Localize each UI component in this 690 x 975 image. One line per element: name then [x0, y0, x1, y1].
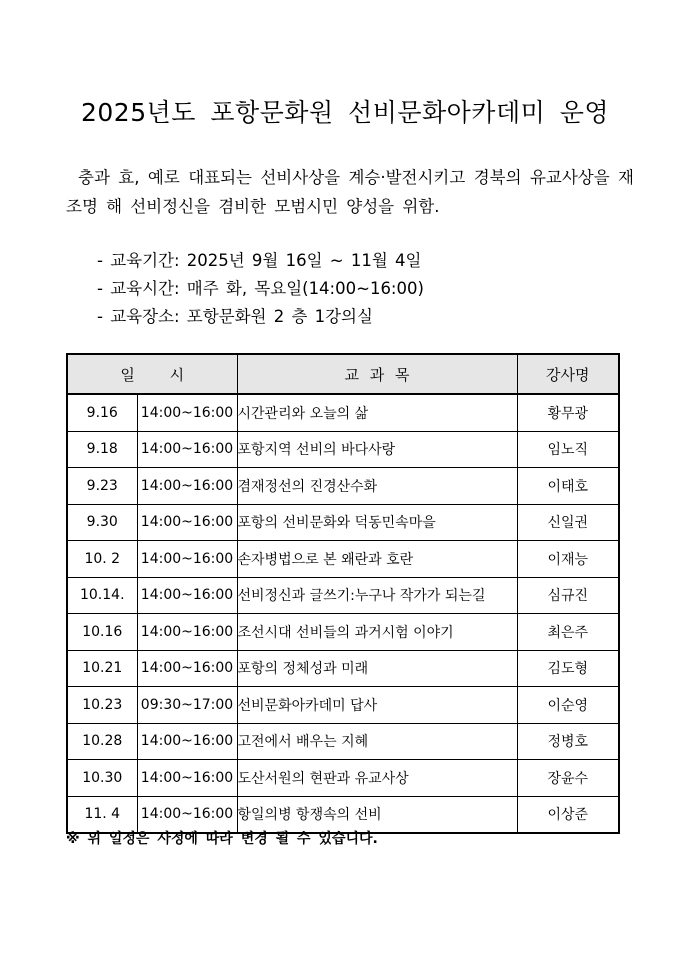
- table-row: [67, 723, 619, 760]
- row-subject: 포항의 선비문화와 덕동민속마을: [237, 504, 517, 541]
- row-time: 14:00~16:00: [137, 614, 237, 651]
- row-time: 14:00~16:00: [137, 723, 237, 760]
- row-instructor: 이상준: [517, 796, 619, 833]
- row-date: 10. 2: [67, 541, 137, 578]
- row-time: 14:00~16:00: [137, 650, 237, 687]
- table-row: [67, 541, 619, 578]
- row-time: 09:30~17:00: [137, 687, 237, 724]
- row-date: 10.28: [67, 723, 137, 760]
- row-instructor: 이태호: [517, 468, 619, 505]
- row-subject: 겸재정선의 진경산수화: [237, 468, 517, 505]
- row-instructor: 신일권: [517, 504, 619, 541]
- row-date: 11. 4: [67, 796, 137, 833]
- row-date: 10.30: [67, 760, 137, 797]
- row-instructor: 이순영: [517, 687, 619, 724]
- row-subject: 조선시대 선비들의 과거시험 이야기: [237, 614, 517, 651]
- schedule-body: [67, 394, 619, 833]
- row-instructor: 황무광: [517, 394, 619, 431]
- info-time: - 교육시간: 매주 화, 목요일(14:00~16:00): [97, 279, 424, 298]
- row-instructor: 김도형: [517, 650, 619, 687]
- row-subject: 시간관리와 오늘의 삶: [237, 394, 517, 431]
- table-header-row: [67, 354, 619, 394]
- row-date: 10.23: [67, 687, 137, 724]
- table-row: [67, 577, 619, 614]
- table-row: [67, 614, 619, 651]
- row-date: 9.16: [67, 394, 137, 431]
- row-time: 14:00~16:00: [137, 468, 237, 505]
- row-time: 14:00~16:00: [137, 577, 237, 614]
- row-time: 14:00~16:00: [137, 541, 237, 578]
- intro-paragraph: 충과 효, 예로 대표되는 선비사상을 계승·발전시키고 경북의 유교사상을 재조명 해 선비정신을 겸비한 모범시민 양성을 위함.: [66, 168, 634, 216]
- table-row: [67, 687, 619, 724]
- row-instructor: 이재능: [517, 541, 619, 578]
- header-subject: 교 과 목: [237, 354, 517, 394]
- row-date: 10.16: [67, 614, 137, 651]
- table-row: [67, 760, 619, 797]
- row-date: 9.30: [67, 504, 137, 541]
- table-row: [67, 650, 619, 687]
- schedule-note: ※ 위 일정은 사정에 따라 변경 될 수 있습니다.: [66, 831, 378, 847]
- row-time: 14:00~16:00: [137, 760, 237, 797]
- row-subject: 손자병법으로 본 왜란과 호란: [237, 541, 517, 578]
- table-row: [67, 468, 619, 505]
- row-instructor: 최은주: [517, 614, 619, 651]
- row-date: 10.21: [67, 650, 137, 687]
- row-subject: 포항의 정체성과 미래: [237, 650, 517, 687]
- row-subject: 선비문화아카데미 답사: [237, 687, 517, 724]
- row-date: 10.14.: [67, 577, 137, 614]
- document-title: 2025년도 포항문화원 선비문화아카데미 운영: [80, 98, 609, 127]
- table-row: [67, 504, 619, 541]
- row-subject: 선비정신과 글쓰기:누구나 작가가 되는길: [237, 577, 517, 614]
- row-subject: 도산서원의 현판과 유교사상: [237, 760, 517, 797]
- row-instructor: 정병호: [517, 723, 619, 760]
- program-info: [97, 247, 424, 331]
- header-instructor: 강사명: [517, 354, 619, 394]
- schedule-table: [66, 353, 620, 834]
- table-row: [67, 394, 619, 431]
- row-date: 9.18: [67, 431, 137, 468]
- row-time: 14:00~16:00: [137, 796, 237, 833]
- row-time: 14:00~16:00: [137, 504, 237, 541]
- row-subject: 포항지역 선비의 바다사랑: [237, 431, 517, 468]
- row-time: 14:00~16:00: [137, 394, 237, 431]
- row-instructor: 장윤수: [517, 760, 619, 797]
- row-instructor: 임노직: [517, 431, 619, 468]
- row-time: 14:00~16:00: [137, 431, 237, 468]
- header-schedule: 일 시: [67, 354, 237, 394]
- table-row: [67, 431, 619, 468]
- row-instructor: 심규진: [517, 577, 619, 614]
- info-period: - 교육기간: 2025년 9월 16일 ~ 11월 4일: [97, 251, 422, 270]
- row-subject: 항일의병 항쟁속의 선비: [237, 796, 517, 833]
- row-subject: 고전에서 배우는 지혜: [237, 723, 517, 760]
- row-date: 9.23: [67, 468, 137, 505]
- info-location: - 교육장소: 포항문화원 2 층 1강의실: [97, 307, 373, 326]
